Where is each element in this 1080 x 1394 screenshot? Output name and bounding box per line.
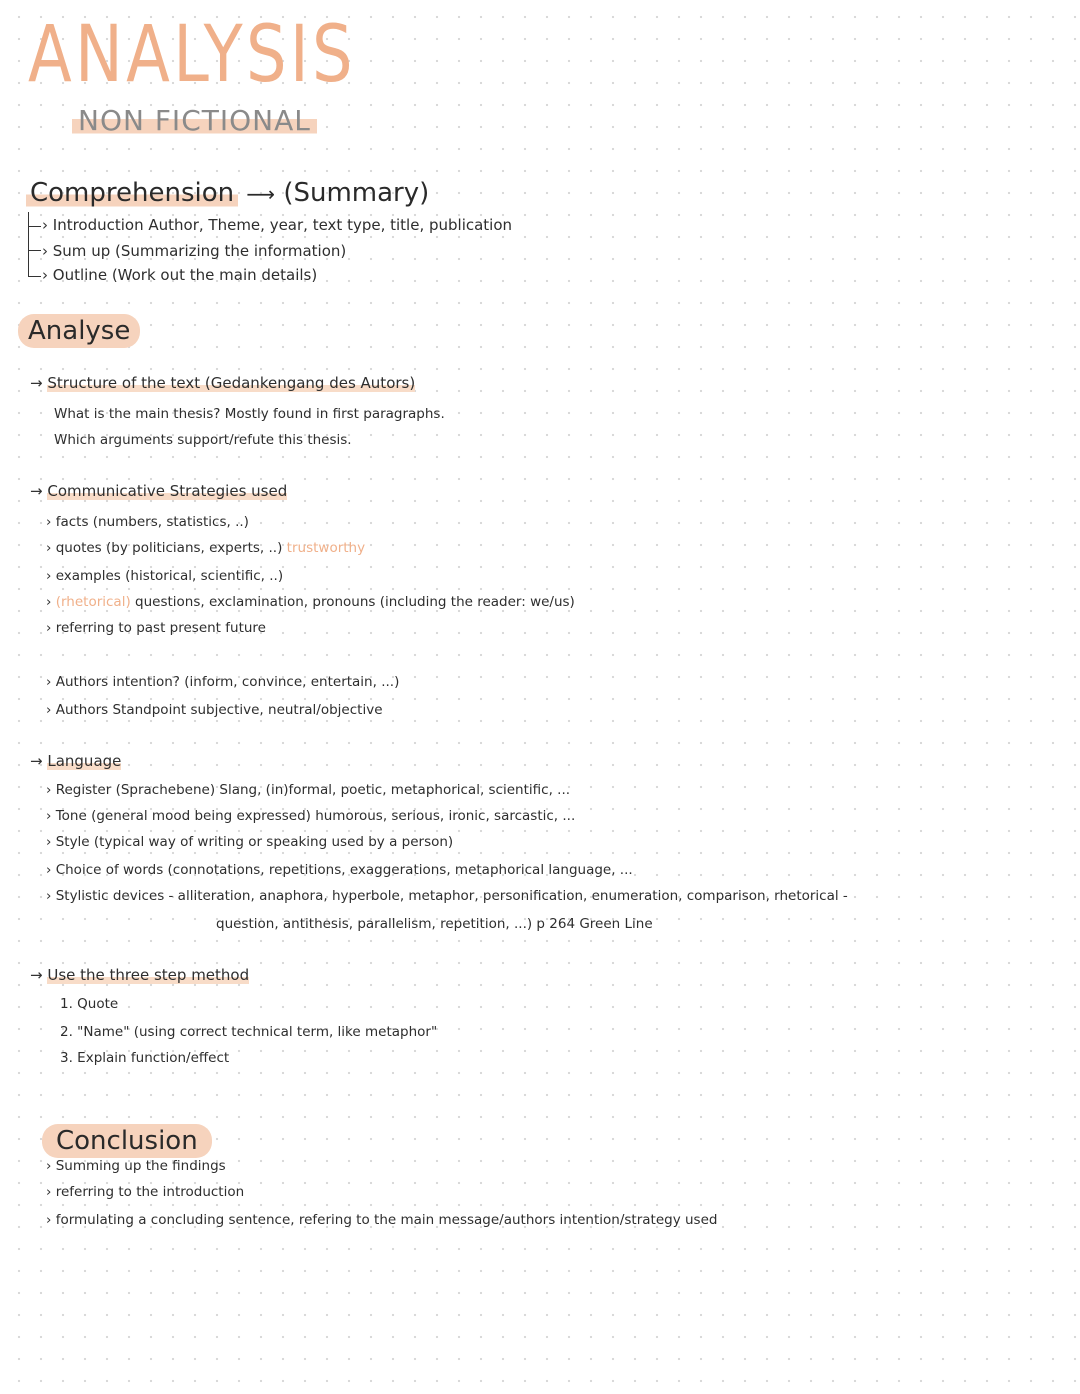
- conclusion-item: › Summing up the findings: [46, 1158, 226, 1174]
- language-title: → Language: [30, 752, 122, 770]
- communicative-item: › (rhetorical) questions, exclamination, pronouns (including the reader: we/us): [46, 594, 575, 610]
- language-item: › Style (typical way of writing or speaking used by a person): [46, 834, 454, 850]
- branch-arrow-icon: [28, 250, 41, 277]
- structure-line: Which arguments support/refute this thesis.: [54, 432, 352, 448]
- branch-arrow-icon: [28, 226, 41, 251]
- comprehension-title: Comprehension: [26, 178, 238, 208]
- communicative-title: → Communicative Strategies used: [30, 482, 288, 500]
- communicative-item: › referring to past present future: [46, 620, 266, 636]
- language-item: › Choice of words (connotations, repetitions, exaggerations, metaphorical language, ...: [46, 862, 633, 878]
- language-item: › Stylistic devices - alliteration, anaphora, hyperbole, metaphor, personification, enumeration, comparison, rhetorical -: [46, 888, 848, 904]
- standpoint-item: › Authors Standpoint subjective, neutral/objective: [46, 702, 383, 718]
- conclusion-heading: Conclusion: [42, 1124, 212, 1158]
- step-item: 2. "Name" (using correct technical term, like metaphor": [60, 1024, 438, 1040]
- step-item: 1. Quote: [60, 996, 119, 1012]
- arrow-right-icon: ⟶: [246, 182, 276, 206]
- comprehension-item: › Sum up (Summarizing the information): [42, 242, 347, 260]
- comprehension-note: (Summary): [283, 178, 430, 208]
- page-title: ANALYSIS: [28, 10, 356, 100]
- comprehension-item: › Outline (Work out the main details): [42, 266, 318, 284]
- conclusion-item: › formulating a concluding sentence, refering to the main message/authors intention/strategy used: [46, 1212, 718, 1228]
- conclusion-item: › referring to the introduction: [46, 1184, 245, 1200]
- language-continuation: question, antithesis, parallelism, repetition, ...) p 264 Green Line: [216, 916, 653, 932]
- comprehension-item: › Introduction Author, Theme, year, text type, title, publication: [42, 216, 513, 234]
- comprehension-heading: [26, 178, 429, 208]
- arrow-right-icon: →: [30, 752, 43, 770]
- communicative-item: › examples (historical, scientific, ..): [46, 568, 284, 584]
- language-item: › Tone (general mood being expressed) humorous, serious, ironic, sarcastic, ...: [46, 808, 576, 824]
- three-step-title: → Use the three step method: [30, 966, 250, 984]
- arrow-right-icon: →: [30, 482, 43, 500]
- page-subtitle: NON FICTIONAL: [72, 104, 317, 137]
- communicative-item: › quotes (by politicians, experts, ..) trustworthy: [46, 540, 366, 556]
- intention-item: › Authors intention? (inform, convince, entertain, ...): [46, 674, 400, 690]
- analyse-heading: Analyse: [18, 314, 140, 348]
- trustworthy-note: trustworthy: [286, 540, 366, 556]
- step-item: 3. Explain function/effect: [60, 1050, 230, 1066]
- structure-title: → Structure of the text (Gedankengang des Autors): [30, 374, 416, 392]
- rhetorical-prefix: (rhetorical): [55, 594, 131, 610]
- branch-arrow-icon: [28, 212, 41, 227]
- structure-line: What is the main thesis? Mostly found in first paragraphs.: [54, 406, 445, 422]
- arrow-right-icon: →: [30, 966, 43, 984]
- communicative-item: › facts (numbers, statistics, ..): [46, 514, 249, 530]
- arrow-right-icon: →: [30, 374, 43, 392]
- language-item: › Register (Sprachebene) Slang, (in)formal, poetic, metaphorical, scientific, ...: [46, 782, 571, 798]
